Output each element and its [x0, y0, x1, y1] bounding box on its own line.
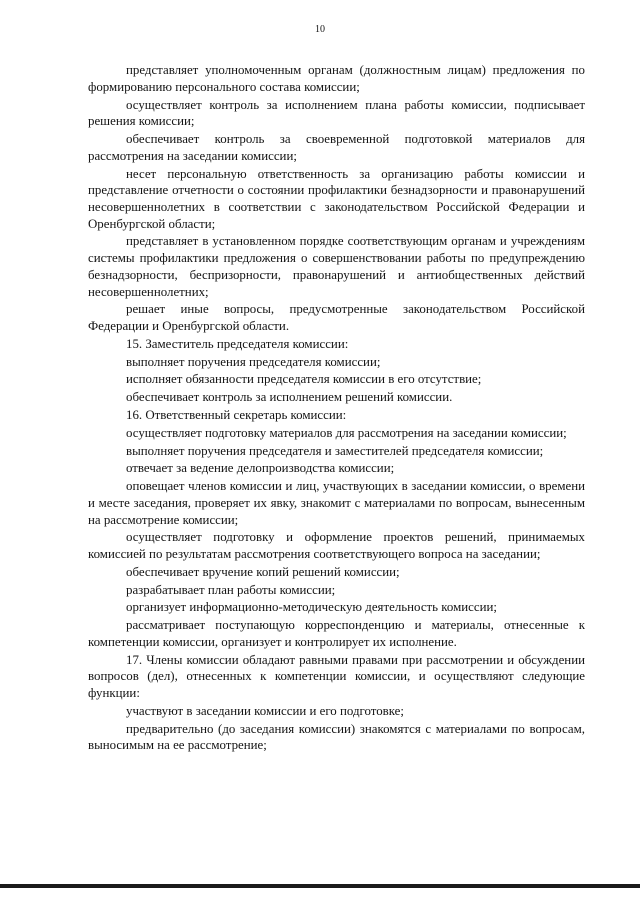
paragraph: осуществляет подготовку и оформление проектов решений, принимаемых комиссией по результатам рассмотрения соответствующего вопроса на заседании;	[88, 530, 585, 562]
paragraph: рассматривает поступающую корреспонденцию и материалы, отнесенные к компетенции комиссии, организует и контролирует их исполнение.	[88, 618, 585, 649]
paragraph: представляет в установленном порядке соответствующим органам и учреждениям системы профилактики предложения о совершенствовании работы по предупреждению безнадзорности, беспризорности, правонарушений и антиобщественных действий несовершеннолетних;	[88, 234, 585, 299]
paragraph: обеспечивает вручение копий решений комиссии;	[126, 564, 400, 579]
paragraph: осуществляет контроль за исполнением плана работы комиссии, подписывает решения комиссии;	[88, 97, 585, 129]
paragraph: разрабатывает план работы комиссии;	[126, 582, 336, 597]
section-heading: 17. Члены комиссии обладают равными правами при рассмотрении и обсуждении вопросов (дел), отнесенных к компетенции комиссии, и осуществляют следующие функции:	[88, 652, 585, 701]
document-body	[88, 62, 585, 755]
paragraph: обеспечивает контроль за исполнением решений комиссии.	[126, 390, 453, 405]
paragraph: предварительно (до заседания комиссии) знакомятся с материалами по вопросам, выносимым на ее рассмотрение;	[88, 721, 585, 753]
paragraph: представляет уполномоченным органам (должностным лицам) предложения по формированию персонального состава комиссии;	[88, 63, 585, 94]
paragraph: несет персональную ответственность за организацию работы комиссии и представление отчетности о состоянии профилактики безнадзорности и правонарушений несовершеннолетних в соответствии с законодательством Российской Федерации и Оренбургской области;	[88, 166, 585, 231]
paragraph: решает иные вопросы, предусмотренные законодательством Российской Федерации и Оренбургской области.	[88, 302, 585, 334]
paragraph: отвечает за ведение делопроизводства комиссии;	[126, 461, 395, 476]
bottom-scan-border	[0, 884, 640, 888]
section-heading: 16. Ответственный секретарь комиссии:	[126, 408, 347, 422]
paragraph: исполняет обязанности председателя комиссии в его отсутствие;	[126, 372, 482, 387]
section-heading: 15. Заместитель председателя комиссии:	[126, 336, 349, 351]
page-number: 10	[315, 24, 325, 35]
paragraph: организует информационно-методическую деятельность комиссии;	[126, 600, 497, 615]
paragraph: осуществляет подготовку материалов для рассмотрения на заседании комиссии;	[126, 425, 567, 440]
paragraph: оповещает членов комиссии и лиц, участвующих в заседании комиссии, о времени и месте заседания, проверяет их явку, знакомит с материалами по вопросам, вынесенным на рассмотрение комиссии;	[88, 479, 585, 527]
paragraph: участвуют в заседании комиссии и его подготовке;	[126, 703, 404, 718]
paragraph: выполняет поручения председателя комиссии;	[126, 354, 381, 369]
paragraph: обеспечивает контроль за своевременной подготовкой материалов для рассмотрения на заседании комиссии;	[88, 132, 585, 163]
paragraph: выполняет поручения председателя и заместителей председателя комиссии;	[126, 443, 544, 458]
